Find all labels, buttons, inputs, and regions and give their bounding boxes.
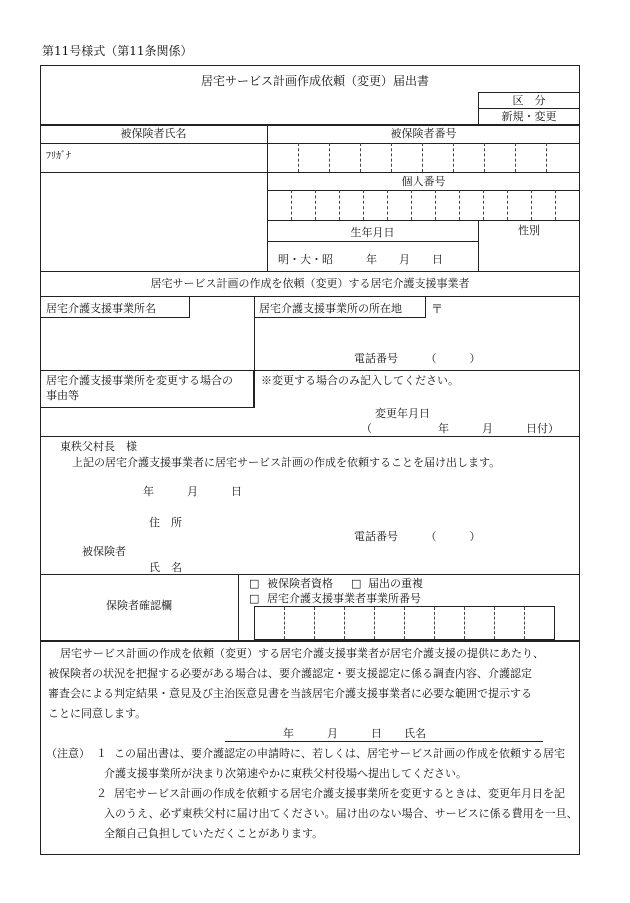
office-name-label: 居宅介護支援事業所名 (46, 302, 156, 315)
note-2-line-2: 入のうえ、必ず東秩父村に届け出てください。届け出のない場合、サービスに係る費用を一旦、 (104, 807, 578, 820)
option-duplicate: 届出の重複 (368, 577, 423, 590)
change-reason-label-1: 居宅介護支援事業所を変更する場合の (46, 374, 233, 387)
office-phone-label: 電話番号 （ ） (354, 352, 481, 365)
birthdate-label: 生年月日 (350, 226, 395, 239)
note-2-line-3: 全額自己負担していただくことがあります。 (104, 827, 324, 840)
provider-heading: 居宅サービス計画の作成を依頼（変更）する居宅介護支援事業者 (150, 277, 470, 290)
personal-number-label: 個人番号 (401, 175, 446, 188)
change-note: ※変更する場合のみ記入してください。 (261, 374, 459, 387)
change-reason-label-2: 事由等 (46, 389, 79, 402)
consent-line-2: 被保険者の状況を把握する必要がある場合は、要介護認定・要支援認定に係る調査内容、介護認定 (48, 667, 532, 680)
category-value[interactable]: 新規・変更 (501, 110, 557, 123)
gender-label: 性別 (518, 224, 540, 237)
note-1-line-1: この届出書は、要介護認定の申請時に、若しくは、居宅サービス計画の作成を依頼する居宅 (114, 747, 565, 760)
form-title: 居宅サービス計画作成依頼（変更）届出書 (200, 74, 429, 88)
postal-mark: 〒 (431, 302, 444, 316)
consent-line-4: ことに同意します。 (48, 707, 147, 720)
checkbox-3-icon[interactable]: □ (249, 592, 260, 605)
declaration-date[interactable]: 年 月 日 (143, 485, 242, 498)
checkbox-1-icon[interactable]: □ (249, 577, 260, 590)
address-label: 住 所 (149, 516, 182, 529)
declarant-phone-label: 電話番号 （ ） (354, 530, 481, 543)
option-office-number: 居宅介護支援事業者事業所番号 (267, 592, 421, 605)
change-date-field[interactable]: （ 年 月 日付） (361, 422, 559, 435)
insured-label: 被保険者 (82, 545, 126, 558)
office-name-field[interactable] (41, 319, 253, 370)
note-2-line-1: 居宅サービス計画の作成を依頼する居宅介護支援事業所を変更するときは、変更年月日を記 (114, 787, 565, 800)
category-label: 区 分 (512, 94, 546, 107)
office-address-label: 居宅介護支援事業所の所在地 (259, 302, 402, 315)
insured-number-label: 被保険者番号 (390, 127, 457, 140)
insured-name-label: 被保険者氏名 (120, 127, 187, 140)
note-2-number: ２ (96, 787, 107, 800)
note-1-number: １ (96, 747, 107, 760)
notes-heading: （注意） (46, 747, 90, 760)
consent-line-1: 居宅サービス計画の作成を依頼（変更）する居宅介護支援事業者が居宅介護支援の提供にあたり、 (60, 647, 544, 660)
note-1-line-2: 介護支援事業所が決まり次第速やかに東秩父村役場へ提出してください。 (104, 767, 467, 780)
consent-line-3: 審査会による判定結果・意見及び主治医意見書を当該居宅介護支援事業者に必要な範囲で提示する (48, 687, 532, 700)
declarant-name-label: 氏 名 (149, 561, 182, 574)
checkbox-2-icon[interactable]: □ (351, 577, 362, 590)
office-address-field[interactable] (255, 319, 579, 349)
option-qualification: 被保険者資格 (267, 577, 333, 590)
consent-signature[interactable]: 年 月 日 氏名 (283, 727, 426, 740)
birthdate-field[interactable]: 明・大・昭 年 月 日 (278, 253, 443, 266)
declaration-text: 上記の居宅介護支援事業者に居宅サービス計画の作成を依頼することを届け出します。 (72, 456, 501, 469)
insurer-check-label: 保険者確認欄 (106, 599, 172, 612)
form-number: 第11号様式（第11条関係） (42, 44, 193, 58)
change-date-label: 変更年月日 (375, 407, 430, 420)
furigana-label: ﾌﾘｶﾞﾅ (46, 151, 71, 162)
insured-name-field[interactable] (41, 173, 266, 270)
addressee: 東秩父村長 様 (60, 440, 137, 453)
